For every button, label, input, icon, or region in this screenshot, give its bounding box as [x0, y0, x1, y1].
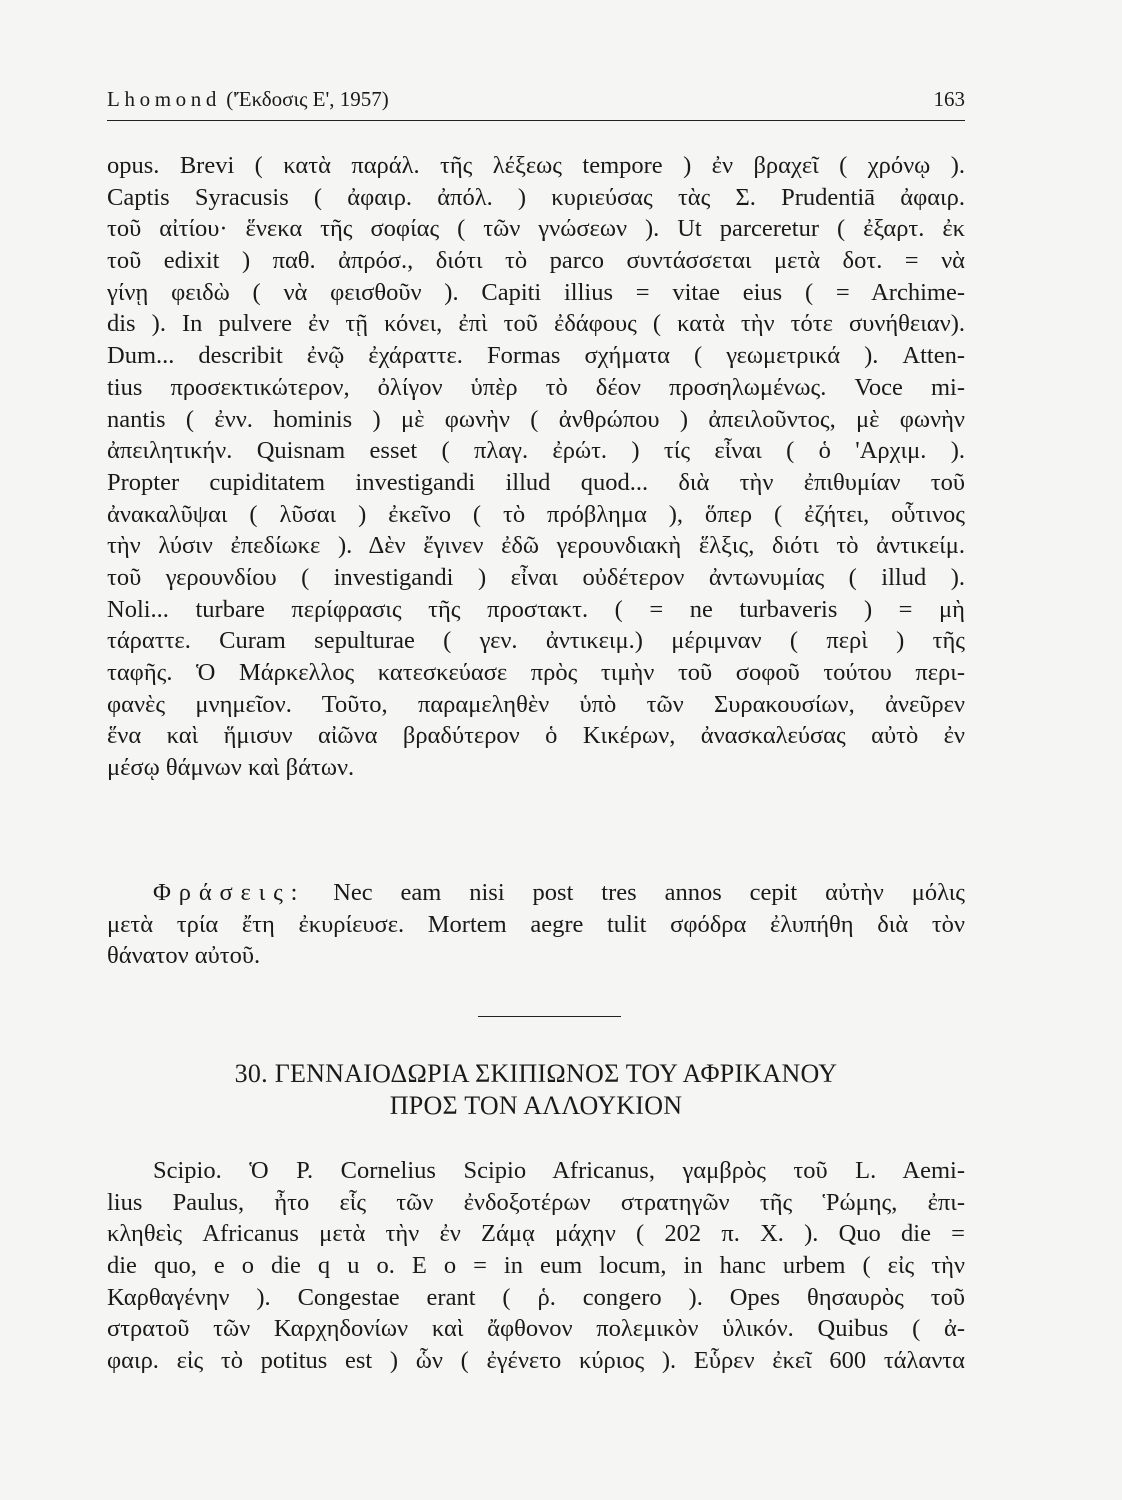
text-line: φανὲς μνημεῖον. Τοῦτο, παραμεληθὲν ὑπὸ τῶν Συρακουσίων, ἀνεῦρεν	[107, 690, 965, 718]
section-heading-line: ΠΡΟΣ ΤΟΝ ΑΛΛΟΥΚΙΟΝ	[389, 1091, 683, 1120]
text-line: στρατοῦ τῶν Καρχηδονίων καὶ ἄφθονον πολεμικὸν ὑλικόν. Quibus ( ἀ-	[107, 1315, 965, 1343]
text-line: Propter cupiditatem investigandi illud quod... διὰ τὴν ἐπιθυμίαν τοῦ	[107, 468, 965, 496]
commentary-paragraph	[107, 150, 965, 784]
text-line	[107, 877, 965, 909]
text-line: ἀπειλητικήν. Quisnam esset ( πλαγ. ἐρώτ. ) τίς εἶναι ( ὁ 'Αρχιμ. ).	[107, 437, 965, 465]
text-line: Καρθαγένην ). Congestae erant ( ῥ. congero ). Opes θησαυρὸς τοῦ	[107, 1283, 965, 1311]
text-line: tius προσεκτικώτερον, ὀλίγον ὑπὲρ τὸ δέον προσηλωμένως. Voce mi-	[107, 373, 965, 401]
text-line: opus. Brevi ( κατὰ παράλ. τῆς λέξεως tempore ) ἐν βραχεῖ ( χρόνῳ ).	[107, 152, 965, 179]
text-line: ἕνα καὶ ἥμισυν αἰῶνα βραδύτερον ὁ Κικέρων, ἀνασκαλεύσας αὐτὸ ἐν	[107, 722, 965, 750]
section-divider	[478, 1016, 621, 1017]
commentary-paragraph-2	[107, 1155, 965, 1377]
edition-info: ('Έκδοσις Ε', 1957)	[226, 87, 389, 111]
text-line: ἀνακαλῦψαι ( λῦσαι ) ἐκεῖνο ( τὸ πρόβλημα ), ὅπερ ( ἐζήτει, οὗτινος	[107, 500, 965, 528]
text-line: Noli... turbare περίφρασις τῆς προστακτ. ( = ne turbaveris ) = μὴ	[107, 595, 965, 623]
text-line: φαιρ. εἰς τὸ potitus est ) ὧν ( ἐγένετο κύριος ). Εὗρεν ἐκεῖ 600 τάλαντα	[107, 1347, 965, 1375]
text-line: μέσῳ θάμνων καὶ βάτων.	[107, 754, 355, 782]
text-line: τοῦ γερουνδίου ( investigandi ) εἶναι οὐδέτερον ἀντωνυμίας ( illud ).	[107, 563, 965, 591]
text-line: θάνατον αὐτοῦ.	[107, 942, 261, 970]
text-line: Scipio. Ὁ P. Cornelius Scipio Africanus, γαμβρὸς τοῦ L. Aemi-	[153, 1157, 965, 1184]
text-line: γίνῃ φειδὼ ( νὰ φεισθοῦν ). Capiti illius = vitae eius ( = Archime-	[107, 278, 965, 306]
text-line: dis ). In pulvere ἐν τῇ κόνει, ἐπὶ τοῦ ἐδάφους ( κατὰ τὴν τότε συνήθειαν).	[107, 310, 965, 338]
phrases-paragraph	[107, 877, 965, 972]
header-rule	[107, 120, 965, 121]
section-heading	[107, 1058, 965, 1122]
running-head-title	[107, 87, 389, 112]
text-line: Dum... describit ἐνῷ ἐχάραττε. Formas σχήματα ( γεωμετρικά ). Atten-	[107, 342, 965, 370]
book-author: Lhomond	[107, 87, 222, 111]
text-line: nantis ( ἐνν. hominis ) μὲ φωνὴν ( ἀνθρώπου ) ἀπειλοῦντος, μὲ φωνὴν	[107, 405, 965, 433]
text-line: τάραττε. Curam sepulturae ( γεν. ἀντικειμ.) μέριμναν ( περὶ ) τῆς	[107, 627, 965, 655]
phrases-label: Φράσεις:	[153, 879, 306, 906]
text-line: lius Paulus, ἦτο εἷς τῶν ἐνδοξοτέρων στρατηγῶν τῆς Ῥώμης, ἐπι-	[107, 1188, 965, 1216]
text-line: κληθεὶς Africanus μετὰ τὴν ἐν Ζάμᾳ μάχην ( 202 π. Χ. ). Quo die =	[107, 1220, 965, 1248]
running-head	[107, 87, 965, 115]
text-line: τὴν λύσιν ἐπεδίωκε ). Δὲν ἔγινεν ἐδῶ γερουνδιακὴ ἕλξις, διότι τὸ ἀντικείμ.	[107, 532, 965, 560]
section-heading-line: 30. ΓΕΝΝΑΙΟΔΩΡΙΑ ΣΚΙΠΙΩΝΟΣ ΤΟΥ ΑΦΡΙΚΑΝΟΥ	[234, 1059, 838, 1088]
text-line: τοῦ αἰτίου· ἕνεκα τῆς σοφίας ( τῶν γνώσεων ). Ut parceretur ( ἐξαρτ. ἐκ	[107, 215, 965, 243]
text-line: τοῦ edixit ) παθ. ἀπρόσ., διότι τὸ parco συντάσσεται μετὰ δοτ. = νὰ	[107, 247, 965, 275]
page-number: 163	[933, 87, 965, 111]
phrases-text: Nec eam nisi post tres annos cepit αὐτὴν μόλις	[333, 879, 966, 906]
text-line: μετὰ τρία ἔτη ἐκυρίευσε. Mortem aegre tulit σφόδρα ἐλυπήθη διὰ τὸν	[107, 910, 965, 938]
text-line: die quo, e o die q u o. E o = in eum locum, in hanc urbem ( εἰς τὴν	[107, 1252, 965, 1280]
text-line: ταφῆς. Ὁ Μάρκελλος κατεσκεύασε πρὸς τιμὴν τοῦ σοφοῦ τούτου περι-	[107, 659, 965, 686]
text-line: Captis Syracusis ( ἀφαιρ. ἀπόλ. ) κυριεύσας τὰς Σ. Prudentiā ἀφαιρ.	[107, 183, 965, 211]
